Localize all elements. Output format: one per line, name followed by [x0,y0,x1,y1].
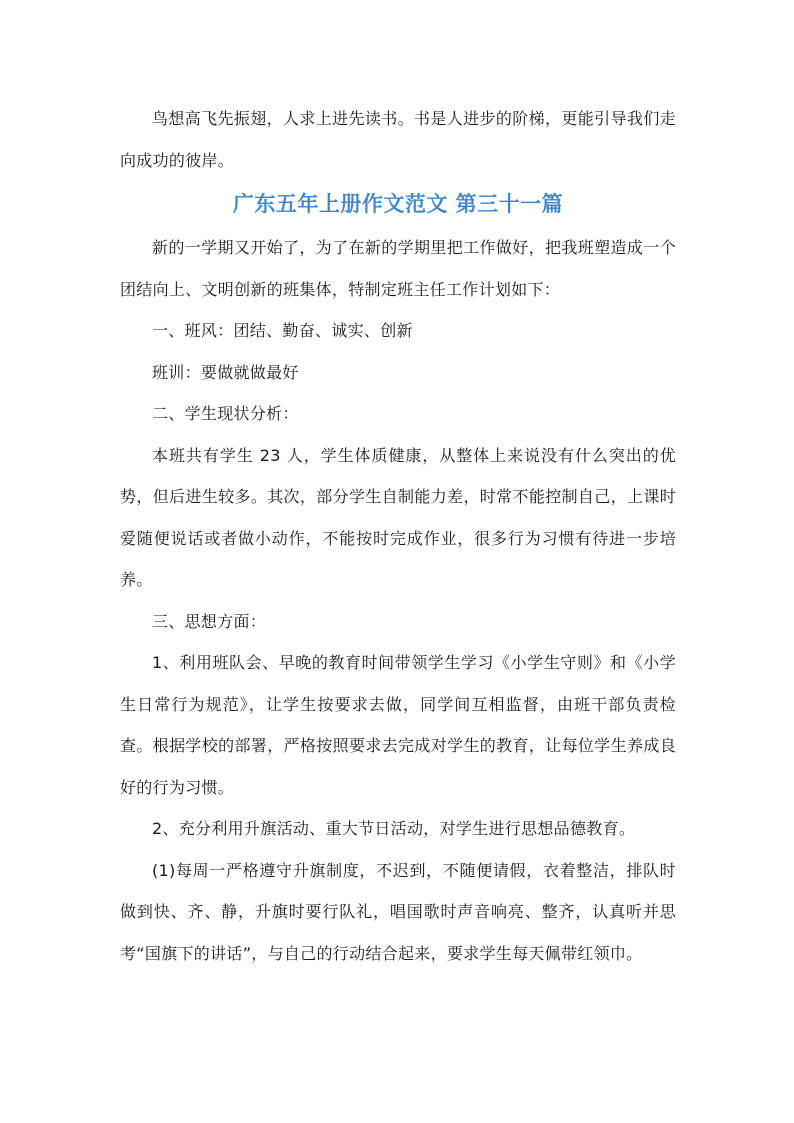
intro-paragraph: 鸟想高飞先振翅，人求上进先读书。书是人进步的阶梯，更能引导我们走向成功的彼岸。 [120,109,676,170]
paragraph-class-motto: 班训：要做就做最好 [152,362,299,382]
paragraph-item-two-sub-one: (1)每周一严格遵守升旗制度，不迟到，不随便请假，衣着整洁，排队时做到快、齐、静，升旗时要行队礼，唱国歌时声音响亮、整齐，认真听并思考“国旗下的讲话”，与自己的行动结合起来，要求学生每天佩带红领巾。 [120,860,676,963]
paragraph-item-two: 2、充分利用升旗活动、重大节日活动，对学生进行思想品德教育。 [152,819,636,838]
paragraph-section-two-heading: 二、学生现状分析： [152,404,299,423]
essay-title: 广东五年上册作文范文 第三十一篇 [232,192,564,216]
paragraph-section-three-heading: 三、思想方面： [152,611,267,631]
paragraph-item-one: 1、利用班队会、早晚的教育时间带领学生学习《小学生守则》和《小学生日常行为规范》，让学生按要求去做，同学间互相监督，由班干部负责检查。根据学校的部署，严格按照要求去完成对学生的教育，让每位学生养成良好的行为习惯。 [120,653,676,797]
document-body [120,98,676,974]
paragraph-opening: 新的一学期又开始了，为了在新的学期里把工作做好，把我班塑造成一个团结向上、文明创新的班集体，特制定班主任工作计划如下： [120,238,676,299]
paragraph-class-style: 一、班风：团结、勤奋、诚实、创新 [152,321,413,340]
paragraph-student-analysis: 本班共有学生 23 人，学生体质健康，从整体上来说没有什么突出的优势，但后进生较多。其次，部分学生自制能力差，时常不能控制自己，上课时爱随便说话或者做小动作，不能按时完成作业，很多行为习惯有待进一步培养。 [120,445,676,589]
